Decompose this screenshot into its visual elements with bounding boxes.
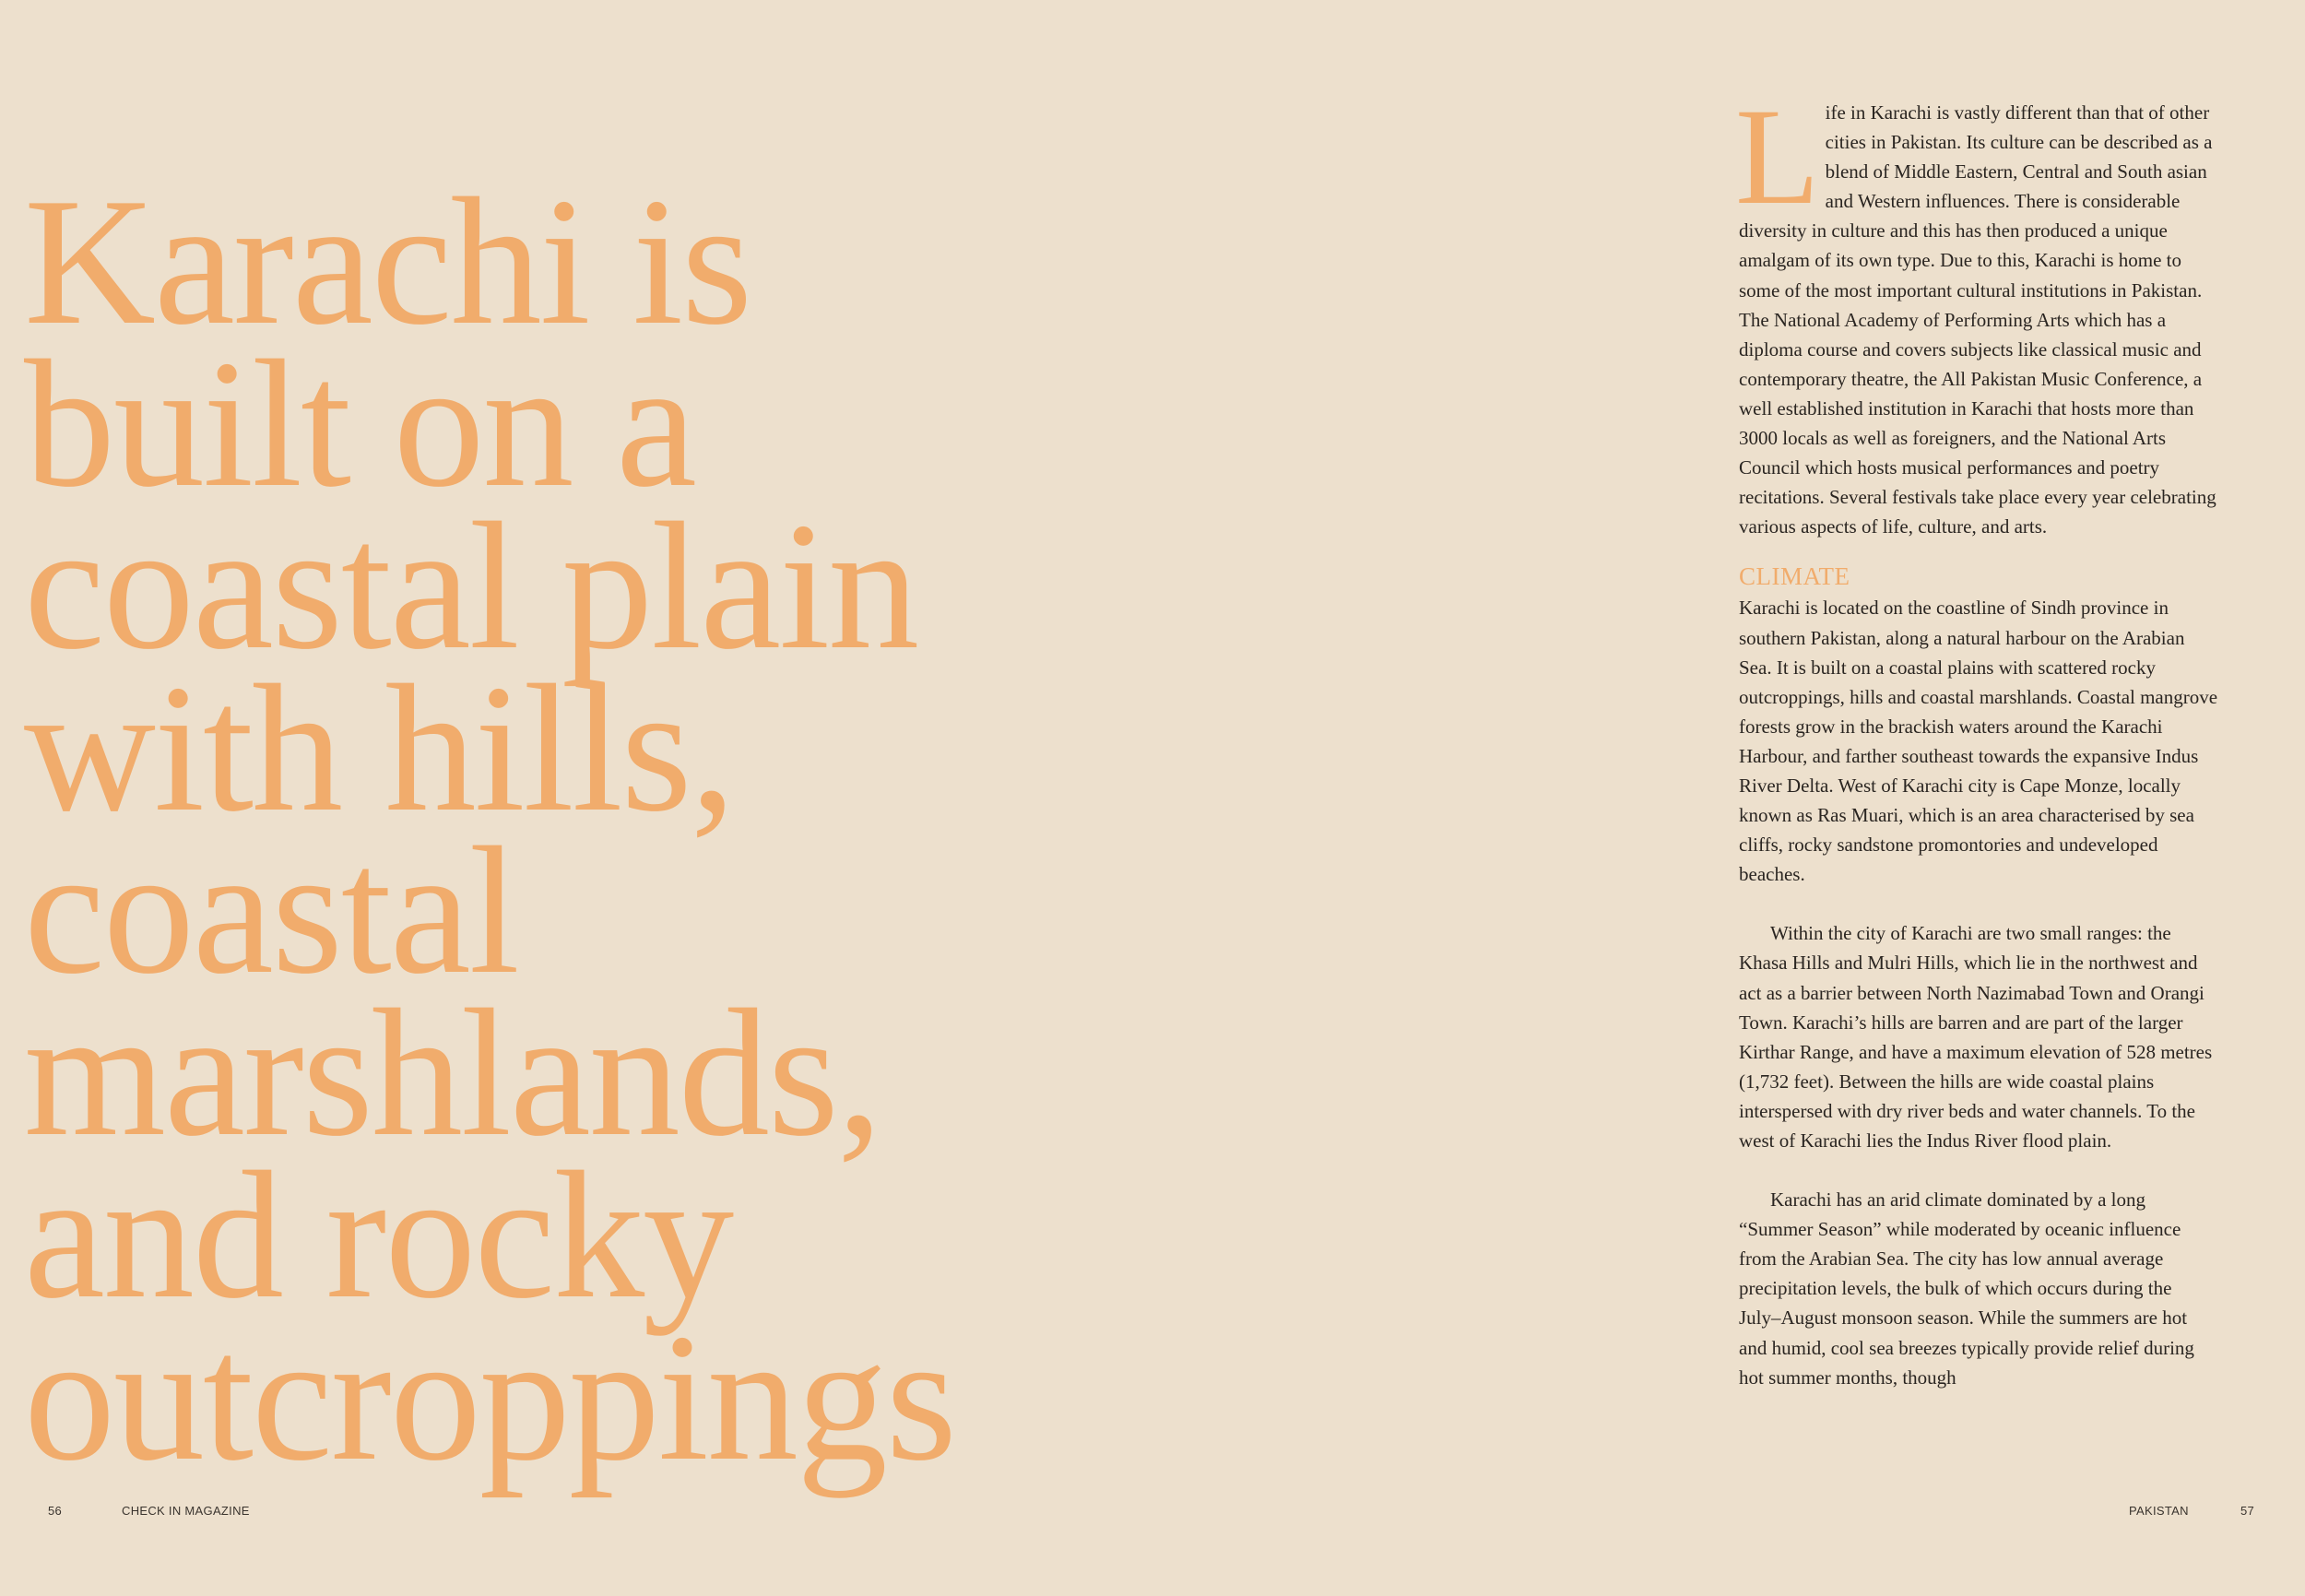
section-heading-climate: CLIMATE: [1739, 562, 1850, 591]
publication-name: CHECK IN MAGAZINE: [122, 1504, 250, 1518]
pull-quote-line: and rocky: [24, 1134, 733, 1336]
body-paragraph: Within the city of Karachi are two small ranges: the Khasa Hills and Mulri Hills, which lie in the northwest and act as a barrier between North Nazimabad Town and Orangi Town. Karachi’s hills are barren and are part of the larger Kirthar Range, and have a maximum elevation of 528 metres (1,732 feet). Between the hills are wide coastal plains interspersed with dry river beds and water channels. To the west of Karachi lies the Indus River flood plain.: [1739, 922, 2213, 1152]
pull-quote-line: marshlands,: [24, 972, 881, 1174]
pull-quote-line: coastal plain: [24, 485, 918, 687]
body-paragraph: Karachi is located on the coastline of Sindh province in southern Pakistan, along a natural harbour on the Arabian Sea. It is built on a coastal plains with scattered rocky outcroppings, hills and coastal marshlands. Coastal mangrove forests grow in the brackish waters around the Karachi Harbour, and farther southeast towards the expansive Indus River Delta. West of Karachi city is Cape Monze, locally known as Ras Muari, which is an area characterised by sea cliffs, rocky sandstone promontories and undeveloped beaches.: [1739, 597, 2218, 886]
pull-quote: [24, 160, 1176, 1498]
article-body: [1735, 80, 2218, 1392]
page-number-left: 56: [48, 1504, 63, 1518]
section-label: PAKISTAN: [2129, 1504, 2189, 1518]
page-number-right: 57: [2240, 1504, 2255, 1518]
pull-quote-line: outcroppings: [24, 1296, 955, 1498]
pull-quote-line: built on a: [24, 323, 695, 525]
body-paragraph: Karachi has an arid climate dominated by a long “Summer Season” while moderated by oceanic influence from the Arabian Sea. The city has low annual average precipitation levels, the bulk of which occurs during the July–August monsoon season. While the summers are hot and humid, cool sea breezes typically provide relief during hot summer months, though: [1739, 1188, 2194, 1389]
intro-text: ife in Karachi is vastly different than that of other cities in Pakistan. Its culture can be described as a blend of Middle Eastern, Central and South asian and Western influences. There is considerable diversity in culture and this has then produced a unique amalgam of its own type. Due to this, Karachi is home to some of the most important cultural institutions in Pakistan. The National Academy of Performing Arts which has a diploma course and covers subjects like classical music and contemporary theatre, the All Pakistan Music Conference, a well established institution in Karachi that hosts more than 3000 locals as well as foreigners, and the National Arts Council which hosts musical performances and poetry recitations. Several festivals take place every year celebrating various aspects of life, culture, and arts.: [1739, 101, 2216, 538]
pull-quote-line: Karachi is: [24, 160, 751, 362]
pull-quote-line: coastal: [24, 810, 518, 1011]
intro-paragraph: [1735, 80, 2218, 541]
pull-quote-line: with hills,: [24, 647, 735, 849]
drop-cap: L: [1735, 80, 1820, 233]
